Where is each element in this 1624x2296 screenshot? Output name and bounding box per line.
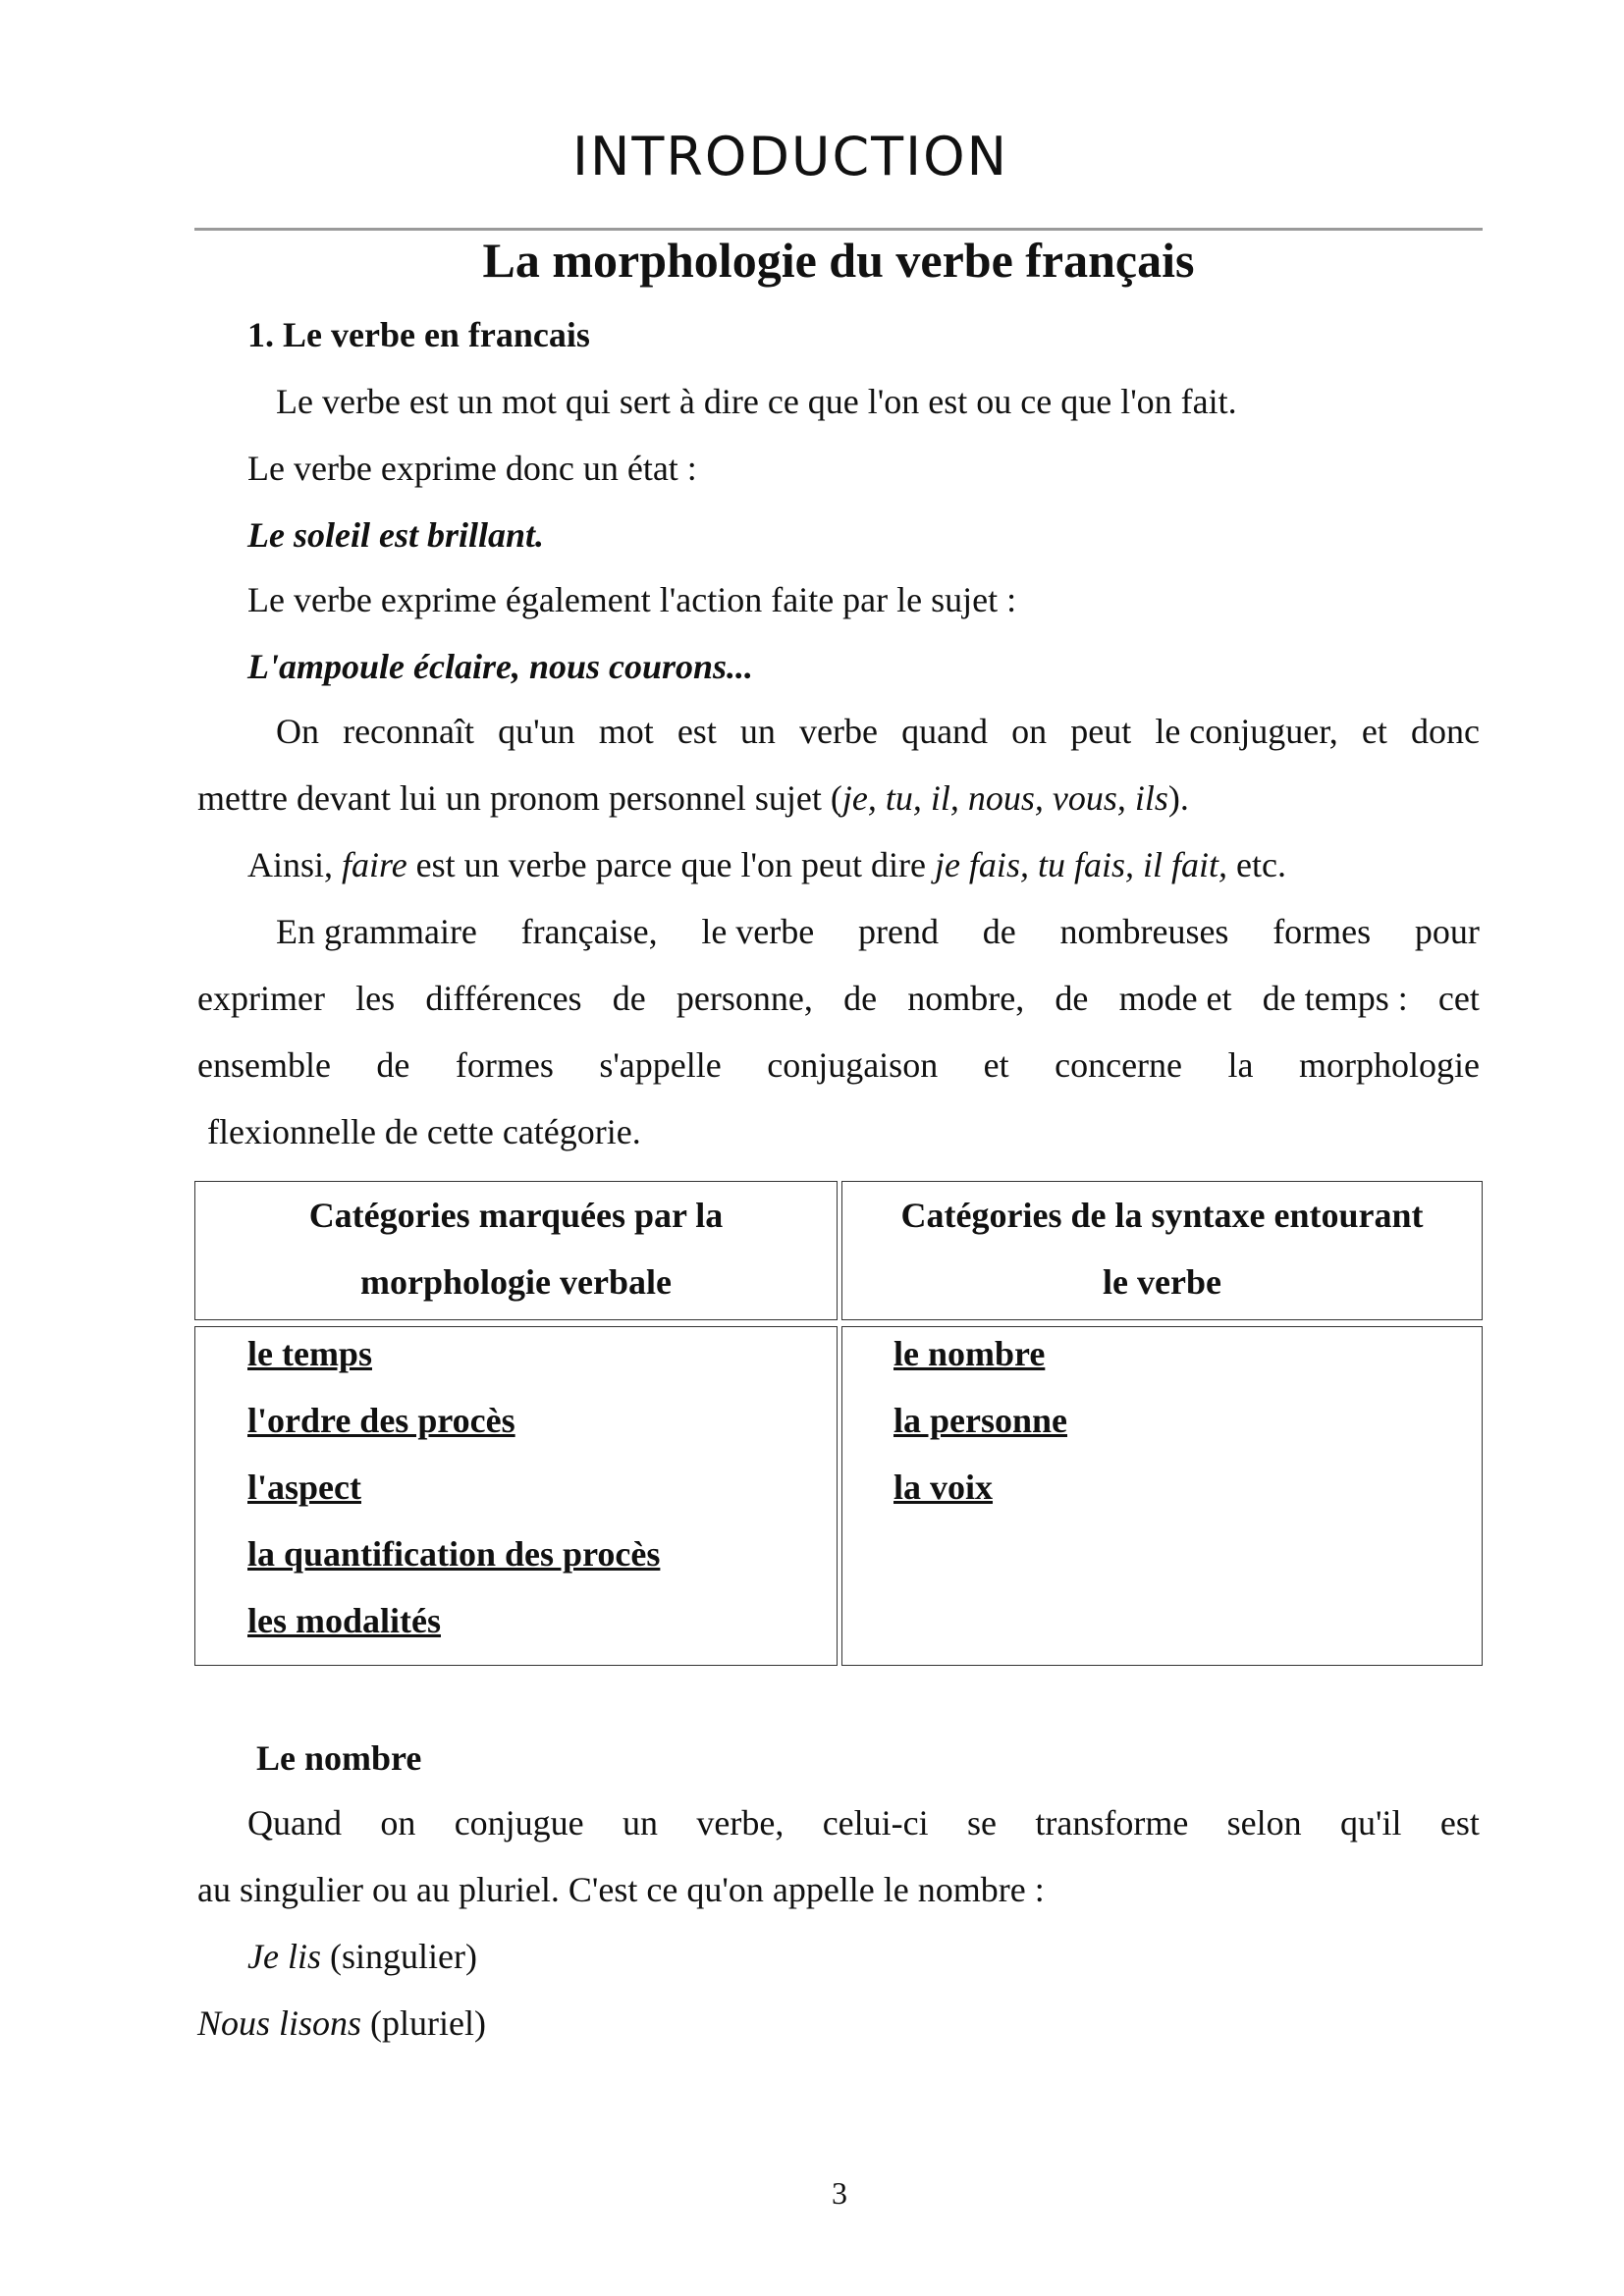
word: de — [982, 912, 1016, 951]
table-cell-left — [194, 1326, 838, 1666]
list-item: les modalités — [247, 1601, 441, 1640]
table-header-left — [194, 1181, 838, 1320]
word: et — [983, 1045, 1009, 1085]
word: personne, — [676, 979, 813, 1018]
word: reconnaît — [343, 712, 475, 751]
title-divider — [194, 228, 1483, 231]
word: de — [1055, 979, 1089, 1018]
justified-line — [276, 711, 1480, 777]
word: un — [623, 1803, 659, 1842]
text-run: (pluriel) — [361, 2003, 486, 2043]
word: on — [1011, 712, 1048, 751]
table-header-right-line-2: le verbe — [1103, 1262, 1221, 1302]
paragraph-4-line-2 — [197, 777, 1189, 819]
text-run: (singulier) — [320, 1937, 477, 1976]
pronoun-list: je, tu, il, nous, vous, ils — [841, 778, 1168, 818]
justified-line — [247, 1802, 1480, 1869]
word: concerne — [1055, 1045, 1183, 1085]
word: Quand — [247, 1803, 342, 1842]
word: de temps : — [1262, 979, 1408, 1018]
justified-line — [197, 978, 1480, 1044]
list-item: le nombre — [893, 1334, 1046, 1373]
word: verbe — [799, 712, 878, 751]
word: de — [376, 1045, 410, 1085]
word: ensemble — [197, 1045, 331, 1085]
word: peut — [1070, 712, 1132, 751]
word: prend — [858, 912, 939, 951]
word: se — [967, 1803, 997, 1842]
text-run: etc. — [1226, 845, 1286, 884]
word: française, — [520, 912, 658, 951]
word: pour — [1414, 912, 1480, 951]
word: mode et — [1118, 979, 1232, 1018]
text-run: mettre devant lui un pronom personnel sujet ( — [197, 778, 842, 818]
paragraph-6-line-4: flexionnelle de cette catégorie. — [207, 1112, 641, 1151]
word: celui-ci — [822, 1803, 929, 1842]
table-header-left-line-2: morphologie verbale — [360, 1262, 672, 1302]
paragraph-4-line-1 — [276, 711, 1480, 777]
list-item: la personne — [893, 1401, 1068, 1440]
list-item: le temps — [247, 1334, 372, 1373]
paragraph-1: Le verbe est un mot qui sert à dire ce que l'on est ou ce que l'on fait. — [276, 382, 1237, 421]
italic-forms: je fais, tu fais, il fait, — [934, 845, 1227, 884]
example-pluriel — [197, 2002, 486, 2044]
word: mot — [598, 712, 654, 751]
word: nombreuses — [1059, 912, 1229, 951]
word: de — [612, 979, 646, 1018]
section-2-line-2: au singulier ou au pluriel. C'est ce qu'on appelle le nombre : — [197, 1870, 1045, 1909]
table-cell-right — [841, 1326, 1483, 1666]
text-run: Ainsi, — [247, 845, 343, 884]
italic-example: Nous lisons — [197, 2003, 362, 2043]
page-number: 3 — [832, 2175, 847, 2211]
list-item: l'aspect — [247, 1468, 361, 1507]
word: formes — [455, 1045, 554, 1085]
word: En grammaire — [276, 912, 477, 951]
word: conjugaison — [767, 1045, 939, 1085]
table-header-right — [841, 1181, 1483, 1320]
word: le conjuguer, — [1155, 712, 1338, 751]
paragraph-6-line-1 — [276, 911, 1480, 978]
word: les — [355, 979, 396, 1018]
word: formes — [1272, 912, 1372, 951]
word: conjugue — [454, 1803, 584, 1842]
paragraph-6-line-3 — [197, 1044, 1480, 1111]
word: verbe, — [696, 1803, 785, 1842]
word: qu'il — [1340, 1803, 1402, 1842]
list-item: la voix — [893, 1468, 994, 1507]
text-run: ). — [1167, 778, 1189, 818]
table-header-left-line-1: Catégories marquées par la — [308, 1196, 724, 1235]
table-header-right-line-1: Catégories de la syntaxe entourant — [900, 1196, 1424, 1235]
word: On — [276, 712, 319, 751]
chapter-title: INTRODUCTION — [572, 126, 1008, 187]
example-1: Le soleil est brillant. — [247, 515, 544, 555]
word: donc — [1410, 712, 1480, 751]
example-2: L'ampoule éclaire, nous courons... — [247, 647, 754, 686]
word: exprimer — [197, 979, 325, 1018]
section-heading-verbe: 1. Le verbe en francais — [247, 315, 590, 354]
word: on — [380, 1803, 416, 1842]
word: le verbe — [701, 912, 815, 951]
word: morphologie — [1298, 1045, 1480, 1085]
word: est — [1439, 1803, 1480, 1842]
word: s'appelle — [599, 1045, 722, 1085]
word: cet — [1437, 979, 1480, 1018]
word: transforme — [1035, 1803, 1189, 1842]
section-heading-nombre: Le nombre — [256, 1738, 422, 1778]
list-item: l'ordre des procès — [247, 1401, 515, 1440]
text-run: est un verbe parce que l'on peut dire — [406, 845, 935, 884]
justified-line — [197, 1044, 1480, 1111]
example-singulier — [247, 1936, 477, 1977]
paragraph-6-line-2 — [197, 978, 1480, 1044]
italic-word: faire — [342, 845, 407, 884]
list-item: la quantification des procès — [247, 1534, 661, 1574]
word: de — [843, 979, 878, 1018]
section-2-line-1 — [247, 1802, 1480, 1869]
word: et — [1361, 712, 1387, 751]
word: la — [1227, 1045, 1254, 1085]
word: nombre, — [907, 979, 1025, 1018]
document-title: La morphologie du verbe français — [482, 233, 1195, 288]
paragraph-3: Le verbe exprime également l'action faite par le sujet : — [247, 580, 1017, 619]
justified-line — [276, 911, 1480, 978]
word: quand — [901, 712, 989, 751]
word: est — [677, 712, 717, 751]
italic-example: Je lis — [247, 1937, 321, 1976]
paragraph-2: Le verbe exprime donc un état : — [247, 449, 697, 488]
word: qu'un — [498, 712, 575, 751]
word: différences — [425, 979, 582, 1018]
word: selon — [1226, 1803, 1302, 1842]
word: un — [739, 712, 776, 751]
paragraph-5 — [247, 844, 1286, 885]
